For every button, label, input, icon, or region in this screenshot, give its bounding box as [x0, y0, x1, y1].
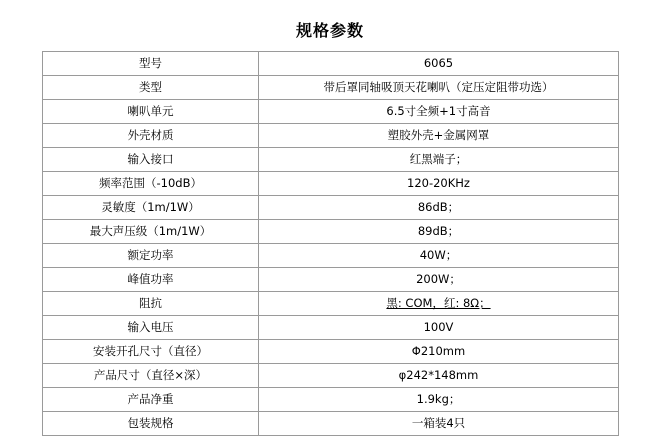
table-row [43, 268, 619, 292]
spec-label: 包装规格 [43, 412, 259, 436]
spec-value: 带后罩同轴吸顶天花喇叭（定压定阻带功选） [259, 76, 619, 100]
spec-label: 峰值功率 [43, 268, 259, 292]
spec-value: 塑胶外壳+金属网罩 [259, 124, 619, 148]
spec-value: 一箱装4只 [259, 412, 619, 436]
spec-label: 产品尺寸（直径×深） [43, 364, 259, 388]
spec-value: 89dB； [259, 220, 619, 244]
spec-label: 型号 [43, 52, 259, 76]
table-row [43, 412, 619, 436]
spec-label: 外壳材质 [43, 124, 259, 148]
spec-value: φ242*148mm [259, 364, 619, 388]
spec-value: 1.9kg； [259, 388, 619, 412]
spec-label: 输入接口 [43, 148, 259, 172]
spec-value: 200W； [259, 268, 619, 292]
table-row [43, 244, 619, 268]
table-row [43, 340, 619, 364]
spec-value: 红黑端子； [259, 148, 619, 172]
spec-value: 86dB； [259, 196, 619, 220]
spec-label: 最大声压级（1m/1W） [43, 220, 259, 244]
table-row [43, 388, 619, 412]
table-row [43, 124, 619, 148]
spec-label: 喇叭单元 [43, 100, 259, 124]
specifications-table [42, 51, 619, 436]
spec-value: 6065 [259, 52, 619, 76]
spec-label: 阻抗 [43, 292, 259, 316]
spec-value: 120-20KHz [259, 172, 619, 196]
spec-label: 类型 [43, 76, 259, 100]
table-row [43, 316, 619, 340]
table-row [43, 292, 619, 316]
table-row [43, 196, 619, 220]
table-row [43, 364, 619, 388]
spec-value: 100V [259, 316, 619, 340]
table-row [43, 172, 619, 196]
table-row [43, 76, 619, 100]
spec-label: 输入电压 [43, 316, 259, 340]
spec-value: 40W； [259, 244, 619, 268]
spec-label: 安装开孔尺寸（直径） [43, 340, 259, 364]
page-title: 规格参数 [295, 21, 364, 40]
spec-table-body [43, 52, 619, 436]
table-row [43, 148, 619, 172]
table-row [43, 100, 619, 124]
table-row [43, 220, 619, 244]
spec-value: Φ210mm [259, 340, 619, 364]
spec-label: 频率范围（-10dB） [43, 172, 259, 196]
spec-value-text: 黑: COM，红: 8Ω； [386, 295, 491, 310]
spec-value: 6.5寸全频+1寸高音 [259, 100, 619, 124]
spec-value [259, 292, 619, 316]
spec-label: 灵敏度（1m/1W） [43, 196, 259, 220]
spec-label: 产品净重 [43, 388, 259, 412]
table-row [43, 52, 619, 76]
spec-label: 额定功率 [43, 244, 259, 268]
